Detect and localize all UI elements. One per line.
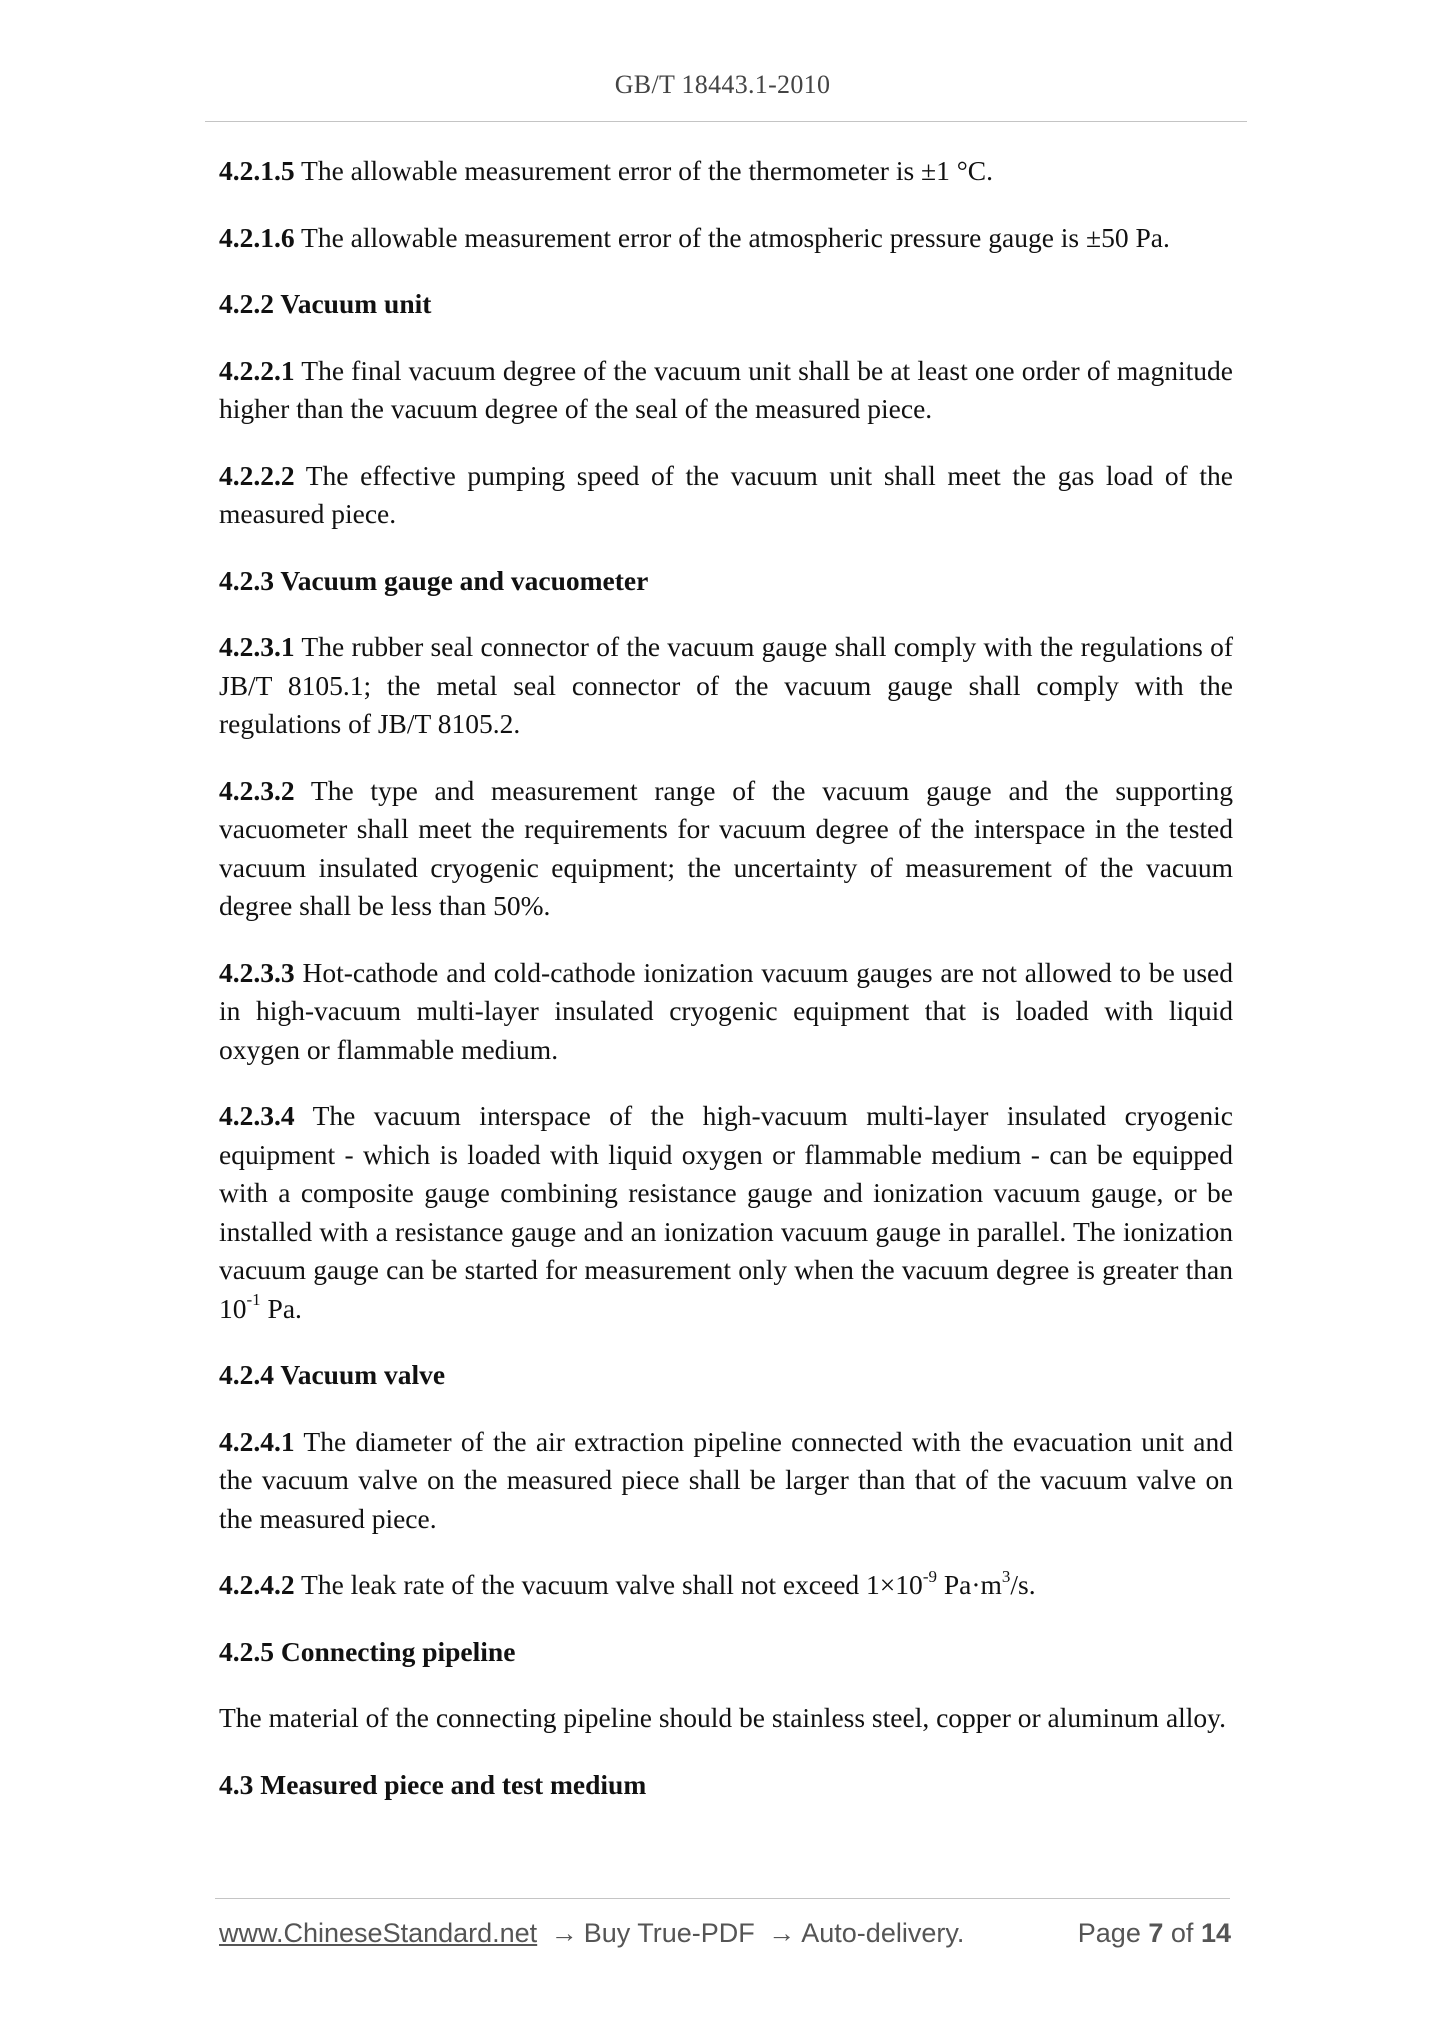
clause-text: The rubber seal connector of the vacuum gauge shall comply with the regulations of JB/T 8105.1; the metal seal connector of the vacuum gauge shall comply with the regulations of JB/T 8105.2. <box>219 631 1233 739</box>
clause-4-2-3-4 <box>219 1097 1233 1328</box>
clause-4-2-1-6 <box>219 219 1233 258</box>
clause-number: 4.2.2.1 <box>219 354 295 386</box>
heading-4-2-2: 4.2.2 Vacuum unit <box>219 288 432 319</box>
document-body <box>219 152 1233 1832</box>
arrow-right-icon: → <box>550 1918 578 1948</box>
page-total: 14 <box>1200 1918 1231 1948</box>
exponent-2: 3 <box>1001 1566 1011 1586</box>
clause-number: 4.2.2.2 <box>219 459 295 491</box>
clause-text: The type and measurement range of the vacuum gauge and the supporting vacuometer shall meet the requirements for vacuum degree of the interspace in the tested vacuum insulated cryogenic equipment; the uncertainty of measurement of the vacuum degree shall be less than 50%. <box>219 774 1233 921</box>
exponent: -9 <box>922 1566 937 1586</box>
clause-number: 4.2.3.3 <box>219 956 295 988</box>
clause-4-2-2-1 <box>219 352 1233 429</box>
clause-number: 4.2.3.1 <box>219 631 295 662</box>
paragraph-4-2-5: The material of the connecting pipeline should be stainless steel, copper or aluminum alloy. <box>219 1702 1227 1733</box>
clause-number: 4.2.4.1 <box>219 1425 295 1457</box>
clause-text: The leak rate of the vacuum valve shall not exceed 1×10 <box>301 1569 923 1600</box>
heading-4-3: 4.3 Measured piece and test medium <box>219 1768 647 1800</box>
clause-number: 4.2.3.2 <box>219 774 295 806</box>
page-current: 7 <box>1148 1918 1164 1948</box>
clause-4-2-2-2 <box>219 457 1233 534</box>
clause-number: 4.2.3.4 <box>219 1100 295 1131</box>
page-word: Page <box>1077 1918 1141 1948</box>
clause-text: The diameter of the air extraction pipeline connected with the evacuation unit and the vacuum valve on the measured piece shall be larger than that of the vacuum valve on the measured piece. <box>219 1425 1233 1534</box>
clause-number: 4.2.1.5 <box>219 155 295 186</box>
heading-4-2-4: 4.2.4 Vacuum valve <box>219 1359 446 1390</box>
clause-text: The final vacuum degree of the vacuum unit shall be at least one order of magnitude higher than the vacuum degree of the seal of the measured piece. <box>219 354 1233 424</box>
clause-4-2-1-5 <box>219 152 1233 191</box>
buy-pdf-text: Buy True-PDF <box>583 1918 755 1948</box>
clause-4-2-4-1 <box>219 1423 1233 1539</box>
delivery-text: Auto-delivery. <box>801 1918 965 1948</box>
clause-text: The allowable measurement error of the atmospheric pressure gauge is ±50 Pa. <box>301 221 1170 253</box>
arrow-right-icon: → <box>768 1918 796 1948</box>
clause-4-2-4-2 <box>219 1566 1233 1605</box>
clause-text-mid: Pa·m <box>936 1569 1002 1600</box>
site-link[interactable]: www.ChineseStandard.net <box>219 1918 538 1948</box>
header-divider <box>205 121 1247 122</box>
clause-text: The allowable measurement error of the thermometer is ±1 °C. <box>301 155 993 186</box>
document-header <box>0 70 1445 100</box>
clause-number: 4.2.1.6 <box>219 221 295 253</box>
clause-text: The vacuum interspace of the high-vacuum multi-layer insulated cryogenic equipment - which is loaded with liquid oxygen or flammable medium - can be equipped with a composite gauge combining resistance gauge and ionization vacuum gauge, or be installed with a resistance gauge and an ionization vacuum gauge in parallel. The ionization vacuum gauge can be started for measurement only when the vacuum degree is greater than 10 <box>219 1100 1233 1324</box>
heading-4-2-5: 4.2.5 Connecting pipeline <box>219 1635 516 1667</box>
clause-number: 4.2.4.2 <box>219 1569 295 1600</box>
footer-promo <box>219 1918 964 1949</box>
clause-4-2-3-2 <box>219 772 1233 926</box>
heading-4-2-3: 4.2.3 Vacuum gauge and vacuometer <box>219 564 649 596</box>
standard-id: GB/T 18443.1-2010 <box>614 70 831 99</box>
of-word: of <box>1170 1918 1194 1948</box>
clause-text-tail: Pa. <box>260 1292 302 1324</box>
footer-divider <box>215 1898 1230 1899</box>
clause-text-tail: /s. <box>1010 1569 1036 1600</box>
page-indicator <box>1078 1918 1231 1949</box>
clause-text: The effective pumping speed of the vacuum unit shall meet the gas load of the measured piece. <box>219 459 1233 529</box>
clause-text: Hot-cathode and cold-cathode ionization vacuum gauges are not allowed to be used in high-vacuum multi-layer insulated cryogenic equipment that is loaded with liquid oxygen or flammable medium. <box>219 956 1233 1065</box>
clause-4-2-3-3 <box>219 954 1233 1070</box>
exponent: -1 <box>246 1290 261 1310</box>
clause-4-2-3-1 <box>219 628 1233 744</box>
